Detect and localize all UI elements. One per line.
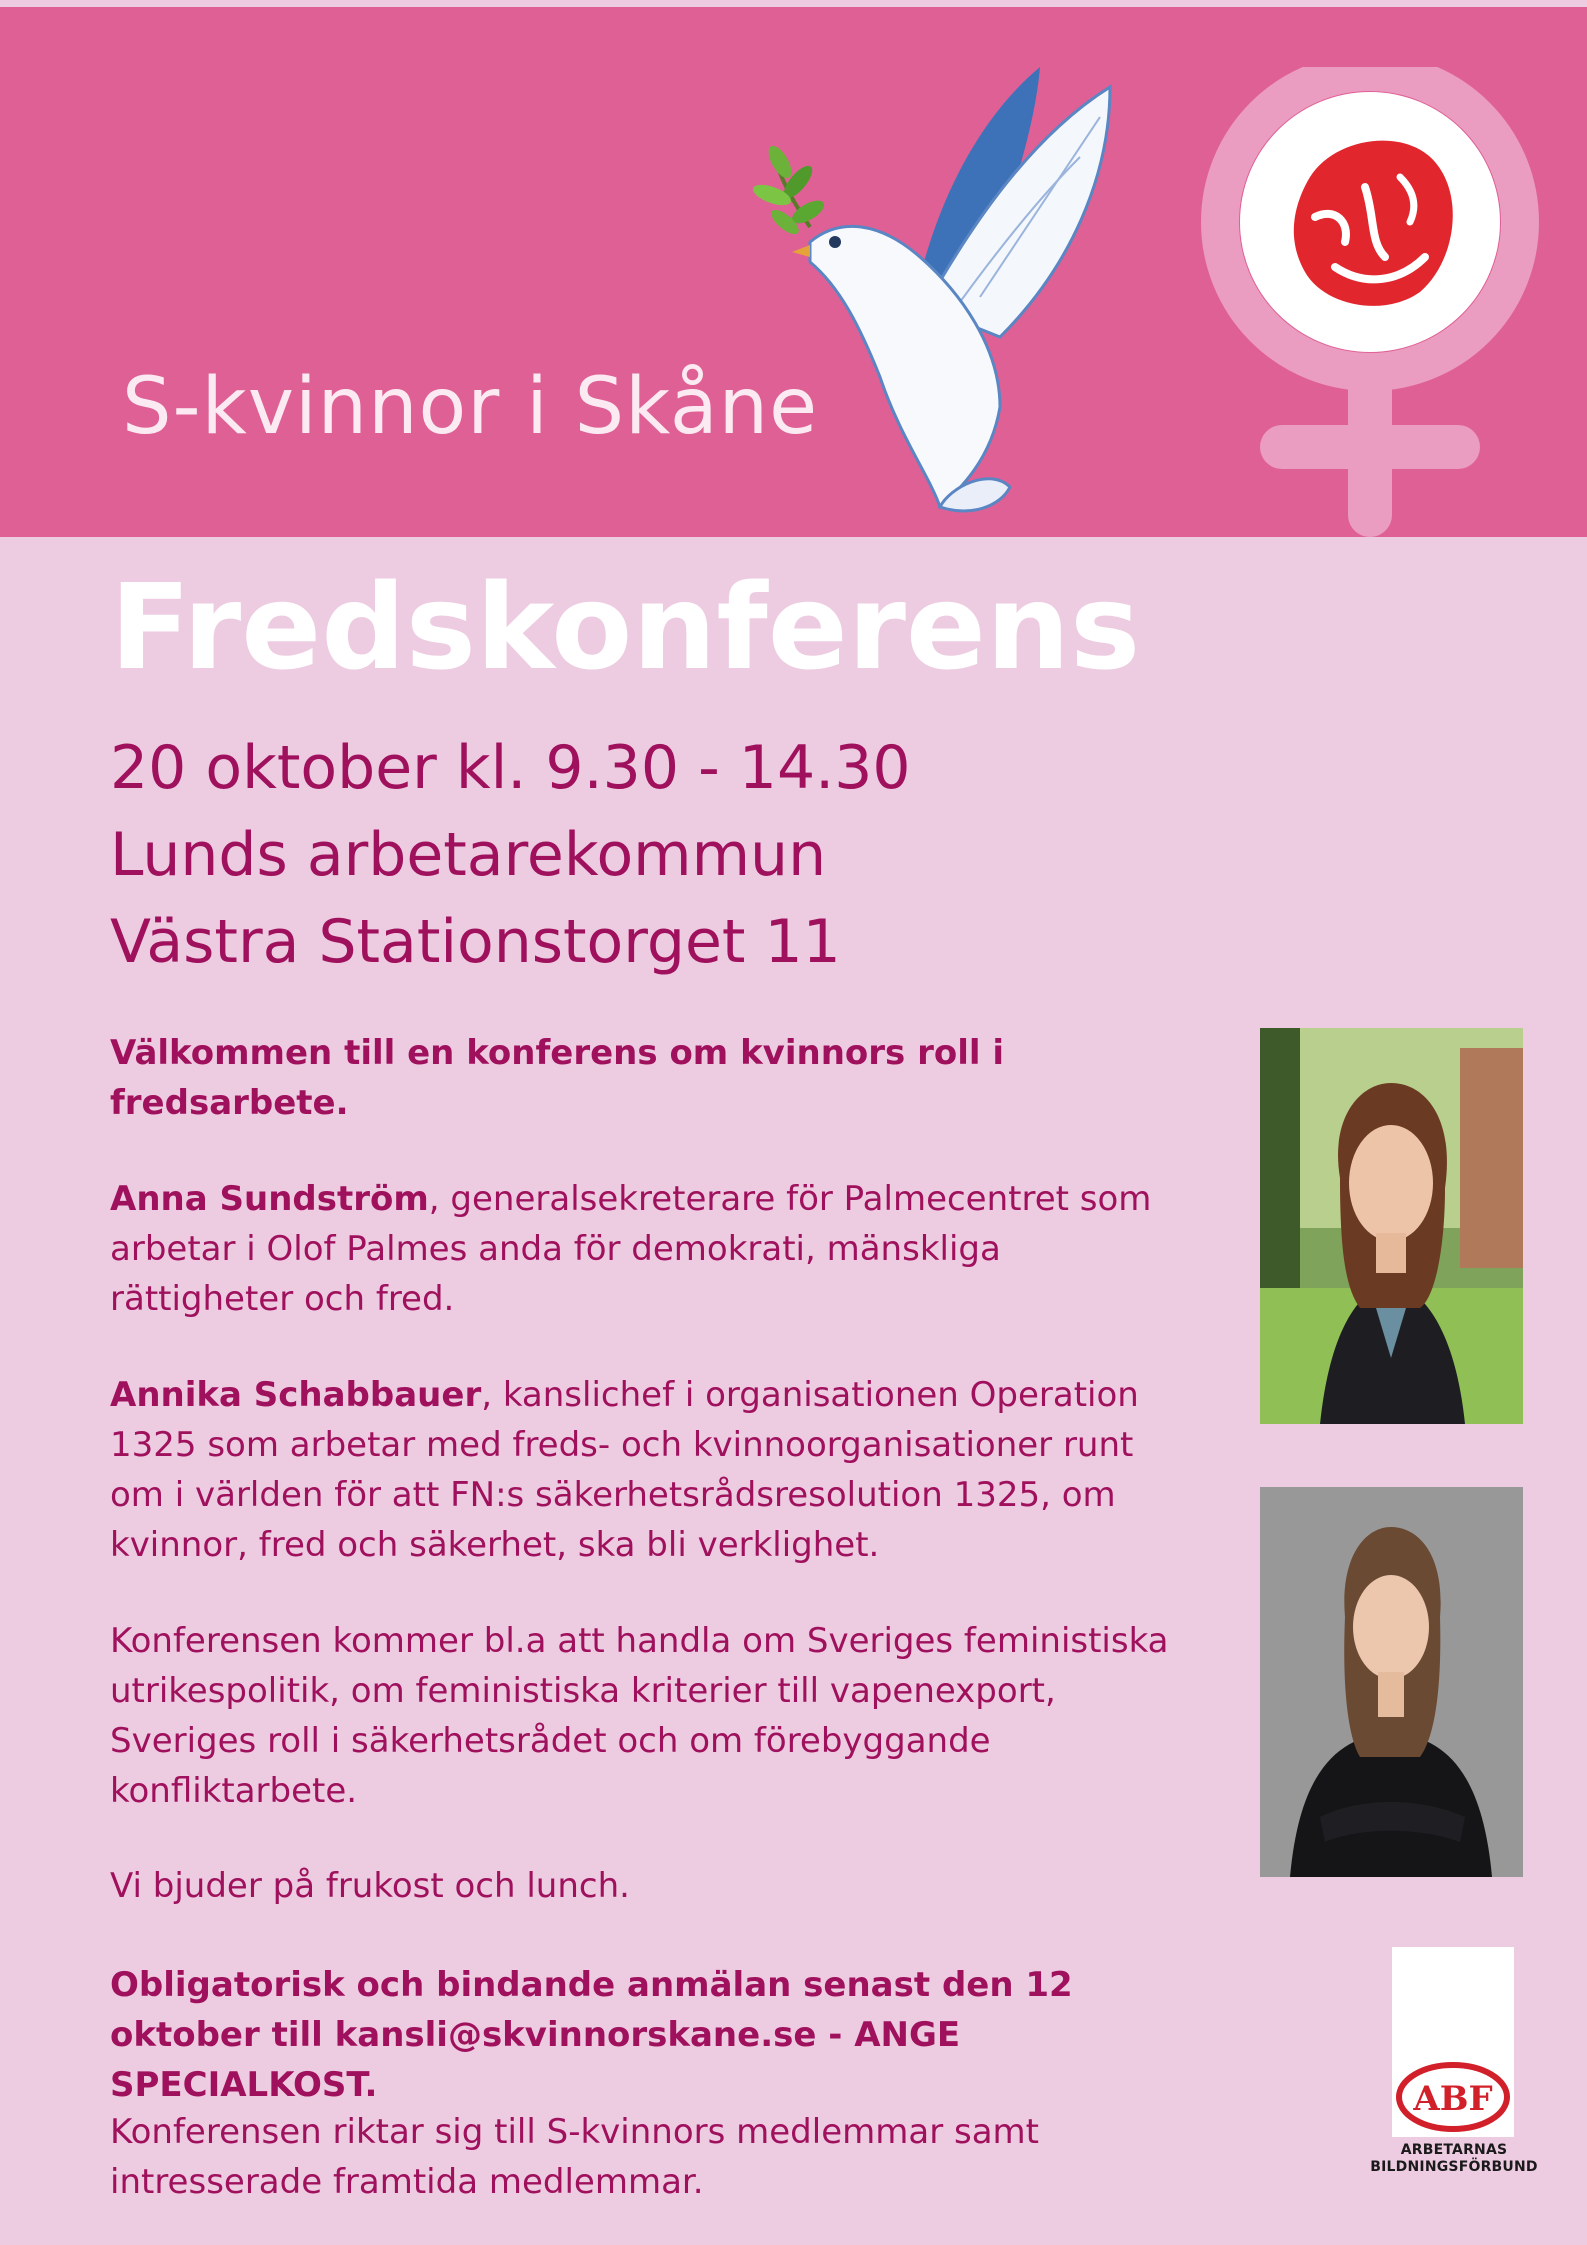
venus-rose-logo [1185,67,1555,537]
registration-paragraph [110,1960,1190,2110]
audience-paragraph: Konferensen riktar sig till S-kvinnors medlemmar samt intresserade framtida medlemmar. [110,2112,1039,2202]
dove-icon [750,47,1130,517]
event-date: 20 oktober kl. 9.30 - 14.30 [110,733,911,803]
speaker-1-paragraph [110,1174,1190,1324]
abf-logo-text: ABF [1413,2079,1493,2119]
abf-logo-box [1392,1947,1514,2137]
event-venue: Lunds arbetarekommun [110,820,827,890]
speaker-1-photo [1260,1028,1523,1424]
event-address: Västra Stationstorget 11 [110,907,841,977]
registration-text: Obligatorisk och bindande anmälan senast den 12 oktober till kansli@skvinnorskane.se - ANGE SPECIALKOST. [110,1965,1073,2105]
speaker-2-description: , kanslichef i organisationen Operation 1325 som arbetar med freds- och kvinnoorganisationer runt om i världen för att FN:s säkerhetsrådsresolution 1325, om kvinnor, fred och säkerhet, ska bli verklighet. [110,1375,1139,1565]
welcome-text: Välkommen till en konferens om kvinnors roll i fredsarbete. [110,1033,1005,1123]
abf-caption [1370,2142,1538,2176]
abf-caption-line1: ARBETARNAS [1400,2142,1508,2158]
event-title: Fredskonferens [110,558,1141,696]
header-banner [0,7,1587,537]
welcome-paragraph [110,1028,1190,1128]
abf-logo [1392,1947,1514,2137]
org-name: S-kvinnor i Skåne [122,362,819,452]
speaker-2-name: Annika Schabbauer [110,1375,482,1415]
food-paragraph: Vi bjuder på frukost och lunch. [110,1866,630,1906]
speaker-1-name: Anna Sundström [110,1179,429,1219]
speaker-1-description: , generalsekreterare för Palmecentret som arbetar i Olof Palmes anda för demokrati, mänskliga rättigheter och fred. [110,1179,1152,1319]
abf-caption-line2: BILDNINGSFÖRBUND [1370,2159,1538,2175]
speaker-2-paragraph [110,1370,1190,1570]
topics-paragraph: Konferensen kommer bl.a att handla om Sveriges feministiska utrikespolitik, om feministiska kriterier till vapenexport, Sveriges roll i säkerhetsrådet och om förebyggande konfliktarbete. [110,1621,1169,1811]
speaker-2-photo [1260,1487,1523,1877]
